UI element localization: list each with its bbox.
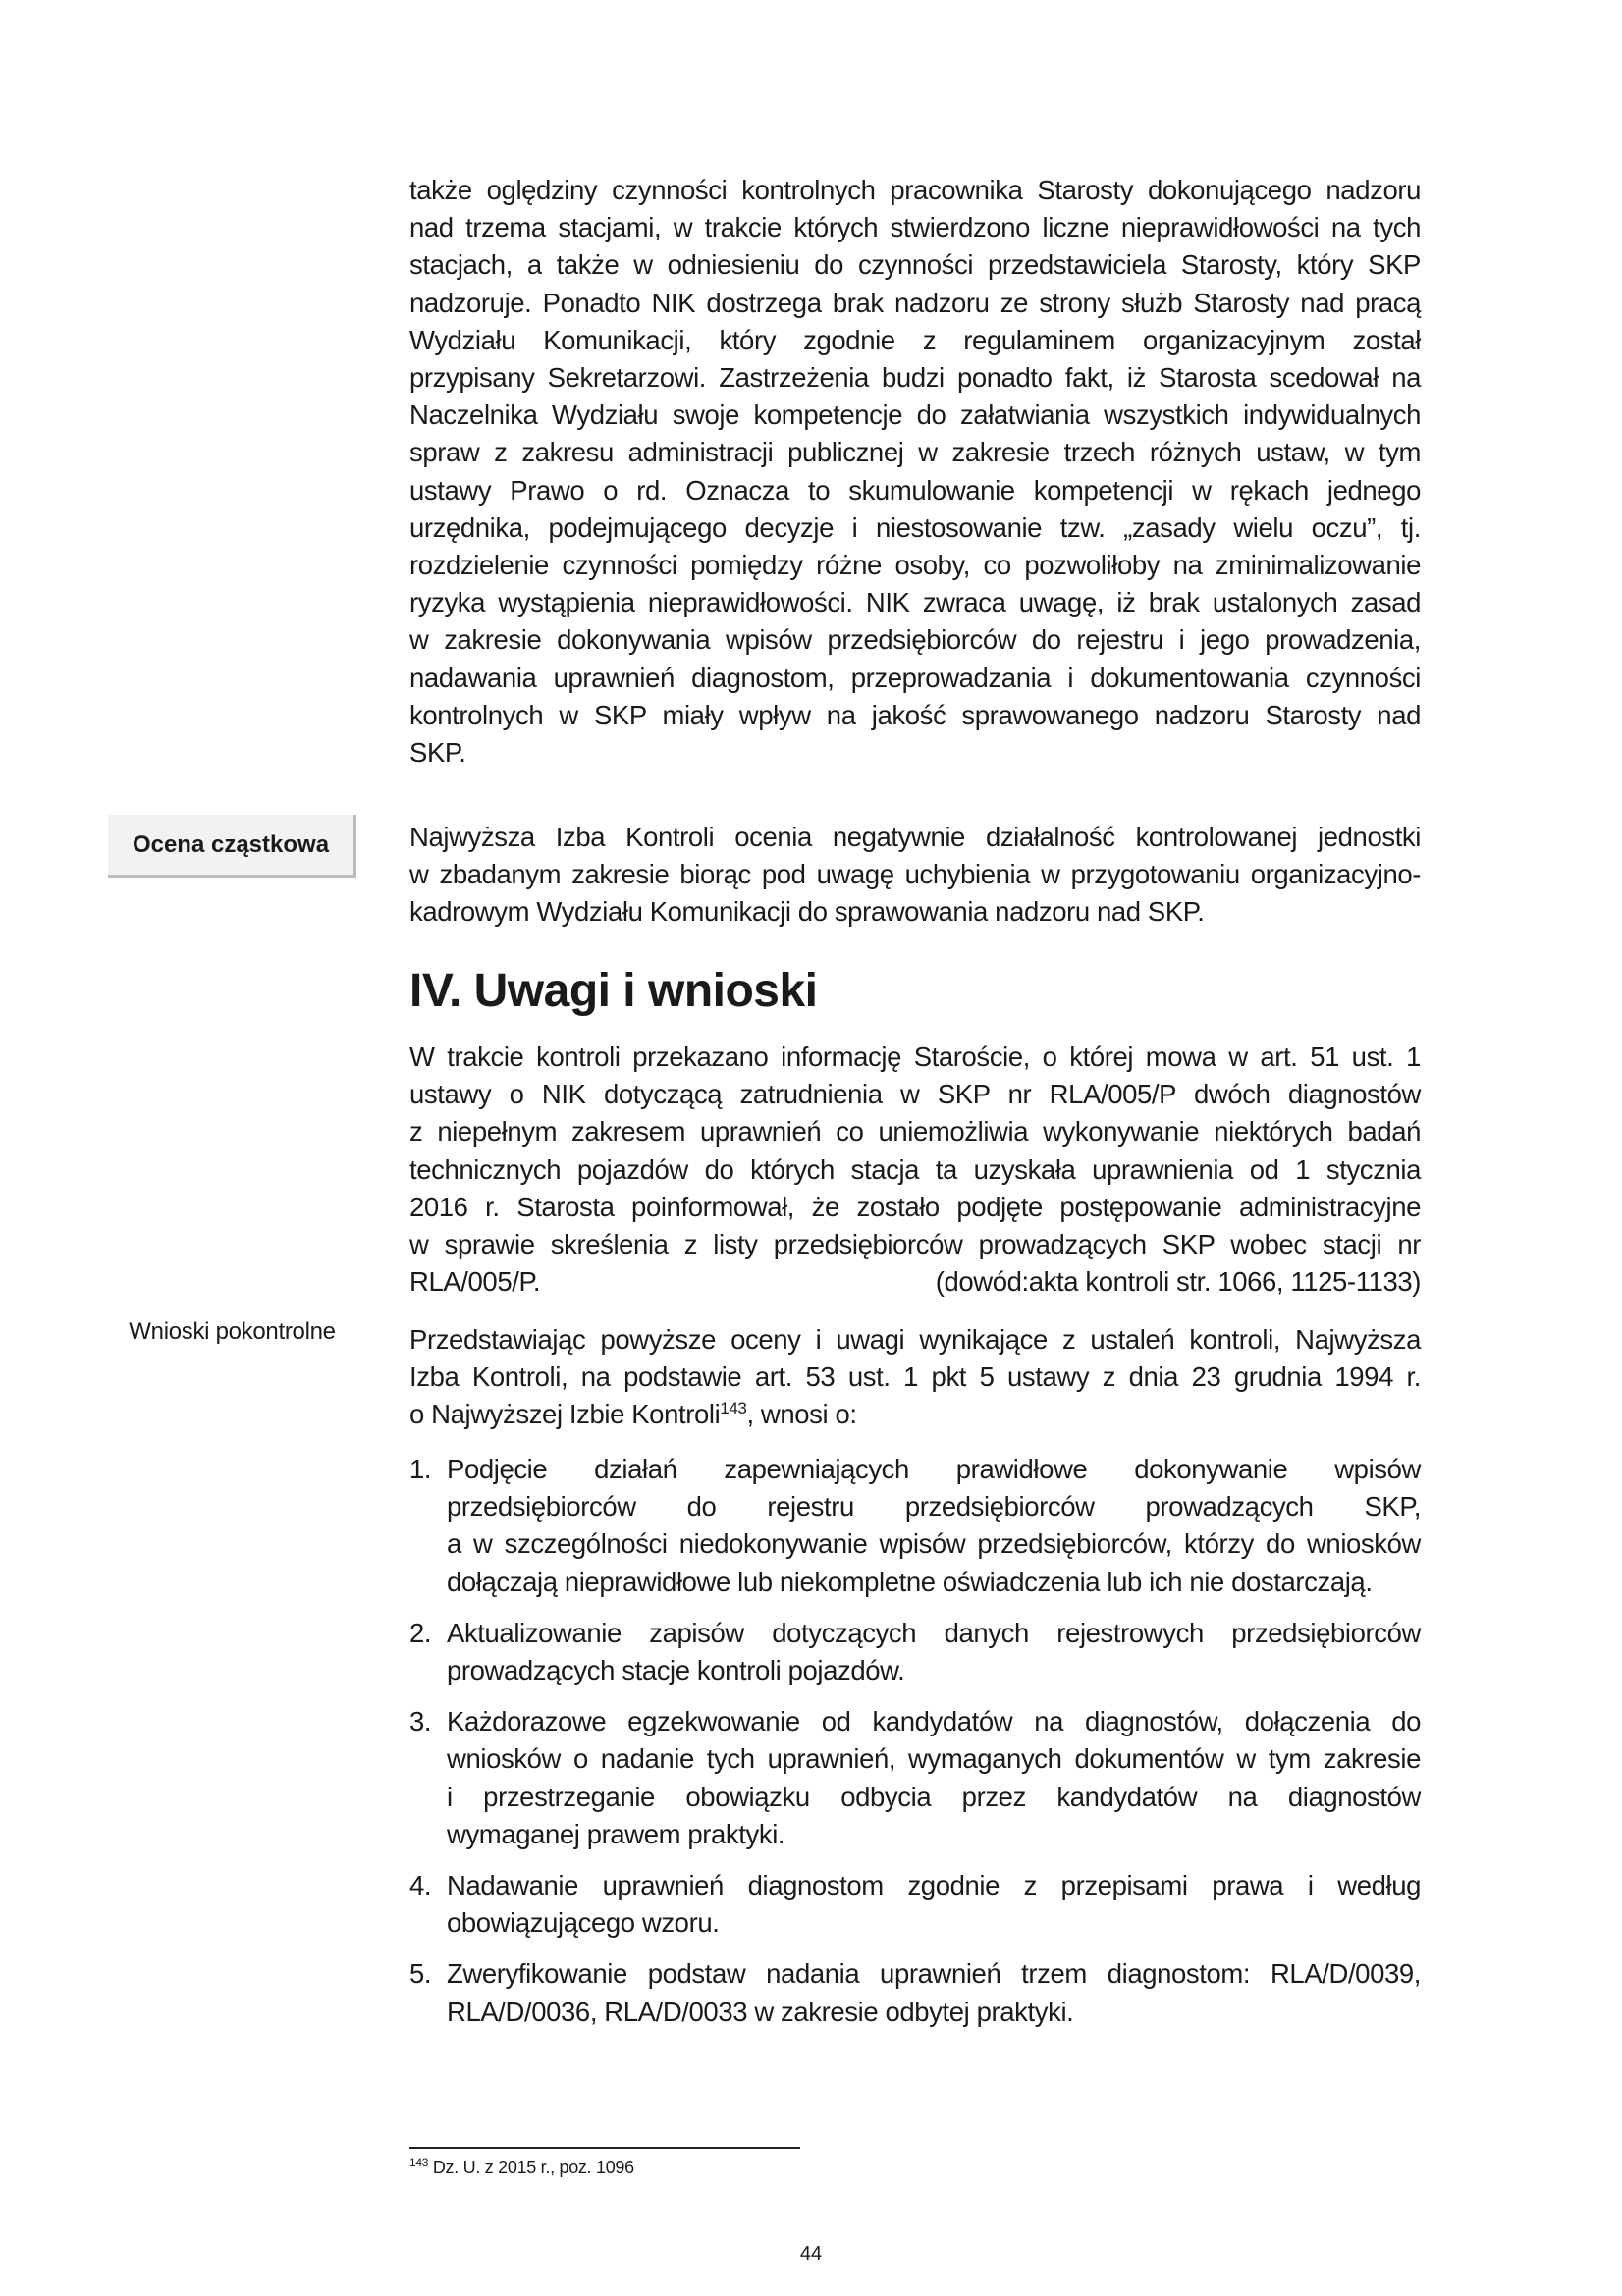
wniosek-text <box>447 1867 1421 1942</box>
wniosek-line: Zweryfikowanie podstaw nadania uprawnień trzem diagnostom: RLA/D/0039, <box>447 1958 1421 1990</box>
wniosek-item <box>409 1867 1421 1942</box>
wnioski-last-line <box>409 1396 1421 1433</box>
text-line: Wydziału Komunikacji, który zgodnie z regulaminem organizacyjnym został <box>409 324 1421 355</box>
footnote-text: Dz. U. z 2015 r., poz. 1096 <box>432 2158 634 2177</box>
wniosek-item <box>409 1615 1421 1689</box>
text-line: w sprawie skreślenia z listy przedsiębiorców prowadzących SKP wobec stacji nr <box>409 1229 1421 1260</box>
wniosek-item <box>409 1703 1421 1853</box>
text-line: Przedstawiając powyższe oceny i uwagi wynikające z ustaleń kontroli, Najwyższa <box>409 1324 1421 1355</box>
wniosek-number: 3. <box>409 1706 432 1737</box>
wnioski-tail: , wnosi o: <box>746 1399 857 1430</box>
section-heading: IV. Uwagi i wnioski <box>409 965 818 1017</box>
text-line: technicznych pojazdów do których stacja ta uzyskała uprawnienia od 1 stycznia <box>409 1153 1421 1185</box>
wniosek-item <box>409 1955 1421 2030</box>
wniosek-line: a w szczególności niedokonywanie wpisów przedsiębiorców, którzy do wniosków <box>447 1528 1421 1560</box>
text-line: nad trzema stacjami, w trakcie których stwierdzono liczne nieprawidłowości na tych <box>409 212 1421 243</box>
text-line: kadrowym Wydziału Komunikacji do sprawowania nadzoru nad SKP. <box>409 896 1205 928</box>
wniosek-text <box>447 1703 1421 1853</box>
ocena-side-label: Ocena cząstkowa <box>108 815 356 878</box>
text-line: spraw z zakresu administracji publicznej w zakresie trzech różnych ustaw, w tym <box>409 437 1421 468</box>
text-line: w zbadanym zakresie biorąc pod uwagę uchybienia w przygotowaniu organizacyjno- <box>409 859 1421 890</box>
wniosek-text <box>447 1615 1421 1689</box>
text-line: ryzyka wystąpienia nieprawidłowości. NIK zwraca uwagę, iż brak ustalonych zasad <box>409 587 1421 618</box>
wniosek-line: i przestrzeganie obowiązku odbycia przez kandydatów na diagnostów <box>447 1781 1421 1812</box>
ocena-paragraph <box>409 819 1421 932</box>
wniosek-number: 4. <box>409 1870 432 1901</box>
text-line: rozdzielenie czynności pomiędzy różne osoby, co pozwoliłoby na zminimalizowanie <box>409 550 1421 581</box>
wnioski-law-name: o Najwyższej Izbie Kontroli <box>409 1399 721 1430</box>
text-line: ustawy o NIK dotyczącą zatrudnienia w SKP nr RLA/005/P dwóch diagnostów <box>409 1079 1421 1110</box>
wniosek-item <box>409 1451 1421 1601</box>
page-number: 44 <box>799 2243 823 2265</box>
intro-paragraph <box>409 172 1421 772</box>
text-line: przypisany Sekretarzowi. Zastrzeżenia budzi ponadto fakt, iż Starosta scedował na <box>409 362 1421 394</box>
footnote <box>409 2158 634 2178</box>
wniosek-number: 2. <box>409 1617 432 1648</box>
text-line: nadzoruje. Ponadto NIK dostrzega brak nadzoru ze strony służb Starosty nad pracą <box>409 287 1421 318</box>
text-line: stacjach, a także w odniesieniu do czynności przedstawiciela Starosty, który SKP <box>409 249 1421 281</box>
wniosek-line: Podjęcie działań zapewniających prawidłowe dokonywanie wpisów <box>447 1454 1421 1484</box>
text-line: nadawania uprawnień diagnostom, przeprowadzania i dokumentowania czynności <box>409 662 1421 693</box>
wnioski-paragraph <box>409 1321 1421 1434</box>
text-line: 2016 r. Starosta poinformował, że zostało podjęte postępowanie administracyjne <box>409 1191 1421 1222</box>
wniosek-number: 1. <box>409 1454 432 1484</box>
text-line: kontrolnych w SKP miały wpływ na jakość sprawowanego nadzoru Starosty nad <box>409 699 1421 730</box>
wniosek-line: dołączają nieprawidłowe lub niekompletne oświadczenia lub ich nie dostarczają. <box>447 1566 1373 1597</box>
wniosek-line: Każdorazowe egzekwowanie od kandydatów na diagnostów, dołączenia do <box>447 1706 1421 1737</box>
footnote-ref: 143 <box>720 1399 747 1418</box>
section-heading-wrap <box>409 962 1421 1021</box>
evidence-reference: (dowód:akta kontroli str. 1066, 1125-1133) <box>935 1266 1421 1298</box>
uwagi-paragraph <box>409 1039 1421 1301</box>
text-line: W trakcie kontroli przekazano informację Staroście, o której mowa w art. 51 ust. 1 <box>409 1041 1421 1072</box>
text-line: Izba Kontroli, na podstawie art. 53 ust. 1 pkt 5 ustawy z dnia 23 grudnia 1994 r. <box>409 1362 1421 1393</box>
wniosek-line: obowiązującego wzoru. <box>447 1907 720 1939</box>
wniosek-line: prowadzących stacje kontroli pojazdów. <box>447 1655 905 1686</box>
footnote-separator <box>409 2147 800 2149</box>
wniosek-line: RLA/D/0036, RLA/D/0033 w zakresie odbytej praktyki. <box>447 1996 1074 2027</box>
wniosek-line: Aktualizowanie zapisów dotyczących danych rejestrowych przedsiębiorców <box>447 1617 1421 1648</box>
wniosek-text <box>447 1955 1421 2030</box>
text-line: urzędnika, podejmującego decyzje i niestosowanie tzw. „zasady wielu oczu”, tj. <box>409 511 1421 543</box>
wniosek-line: przedsiębiorców do rejestru przedsiębiorców prowadzących SKP, <box>447 1491 1421 1522</box>
text-line: w zakresie dokonywania wpisów przedsiębiorców do rejestru i jego prowadzenia, <box>409 624 1421 656</box>
wniosek-line: wniosków o nadanie tych uprawnień, wymaganych dokumentów w tym zakresie <box>447 1743 1421 1775</box>
text-line: ustawy Prawo o rd. Oznacza to skumulowanie kompetencji w rękach jednego <box>409 474 1421 506</box>
wnioski-side-label: Wnioski pokontrolne <box>129 1318 336 1345</box>
text-line: Naczelnika Wydziału swoje kompetencje do załatwiania wszystkich indywidualnych <box>409 400 1421 431</box>
evidence-line <box>409 1263 1421 1301</box>
wniosek-line: wymaganej prawem praktyki. <box>447 1818 785 1849</box>
text-line: z niepełnym zakresem uprawnień co uniemożliwia wykonywanie niektórych badań <box>409 1116 1421 1148</box>
text-line: Najwyższa Izba Kontroli ocenia negatywnie działalność kontrolowanej jednostki <box>409 822 1421 852</box>
footnote-number: 143 <box>409 2156 429 2169</box>
wniosek-number: 5. <box>409 1958 432 1990</box>
text-line: także oględziny czynności kontrolnych pracownika Starosty dokonującego nadzoru <box>409 175 1421 205</box>
wniosek-text <box>447 1451 1421 1601</box>
wnioski-list <box>409 1451 1421 2045</box>
text-line: SKP. <box>409 737 466 769</box>
wniosek-line: Nadawanie uprawnień diagnostom zgodnie z przepisami prawa i według <box>447 1870 1421 1901</box>
stacja-ref: RLA/005/P. <box>409 1266 541 1298</box>
